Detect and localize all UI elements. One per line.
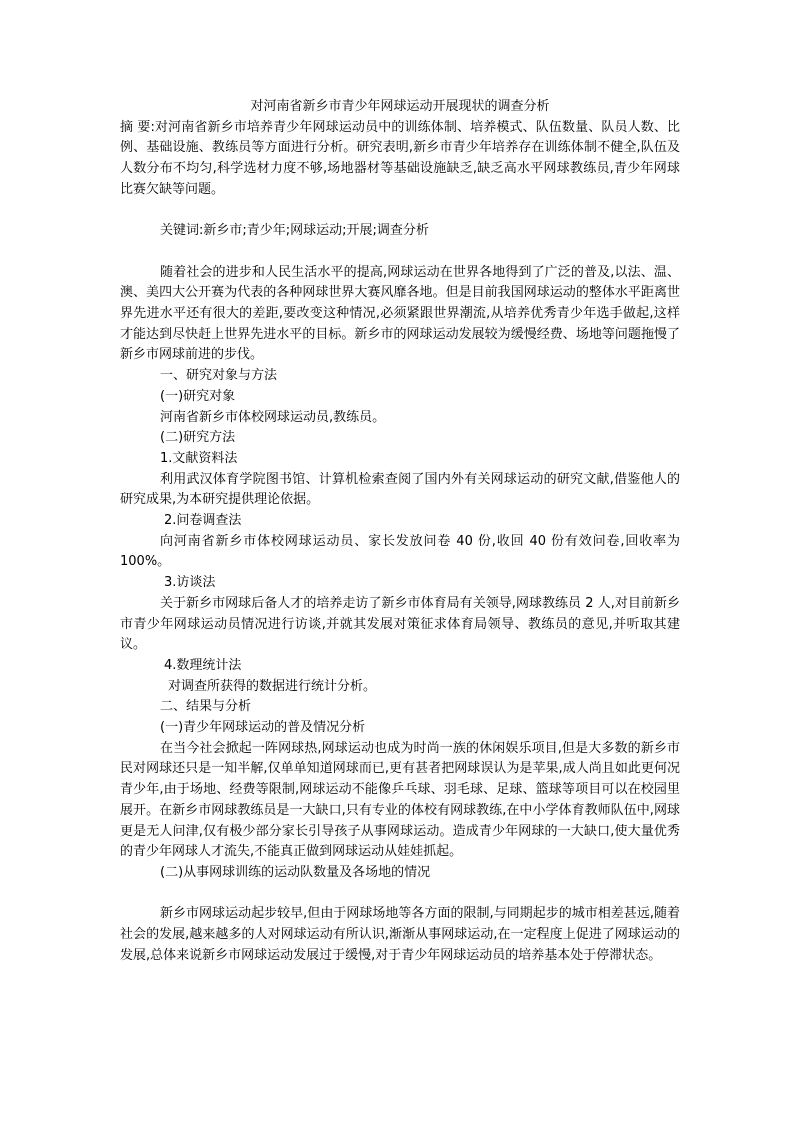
section-1-1-heading: (一)研究对象 [160, 388, 236, 404]
section-1-1-text: 河南省新乡市体校网球运动员,教练员。 [160, 409, 386, 425]
method-1-text: 利用武汉体育学院图书馆、计算机检索查阅了国内外有关网球运动的研究文献,借鉴他人的研究成果,为本研究提供理论依据。 [120, 471, 680, 508]
section-2-2-heading: (二)从事网球训练的运动队数量及各场地的情况 [160, 864, 431, 880]
abstract: 摘 要:对河南省新乡市培养青少年网球运动员中的训练体制、培养模式、队伍数量、队员人数、比例、基础设施、教练员等方面进行分析。研究表明,新乡市青少年培养存在训练体制不健全,队伍及人数分布不均匀,科学选材力度不够,场地器材等基础设施缺乏,缺乏高水平网球教练员,青少年网球比赛欠缺等问题。 [120, 119, 680, 197]
section-2-1-heading: (一)青少年网球运动的普及情况分析 [160, 720, 366, 736]
section-2-heading: 二、结果与分析 [160, 699, 252, 715]
method-1-heading: 1.文献资料法 [160, 450, 238, 466]
method-3-heading: 3.访谈法 [164, 575, 216, 591]
method-2-text: 向河南省新乡市体校网球运动员、家长发放问卷 40 份,收回 40 份有效问卷,回收率为 100%。 [120, 533, 680, 570]
method-3-text: 关于新乡市网球后备人才的培养走访了新乡市体育局有关领导,网球教练员 2 人,对目前新乡市青少年网球运动员情况进行访谈,并就其发展对策征求体育局领导、教练员的意见,并听取其建议。 [120, 595, 680, 653]
method-4-heading: 4.数理统计法 [164, 657, 242, 673]
section-1-heading: 一、研究对象与方法 [160, 368, 278, 384]
section-1-2-heading: (二)研究方法 [160, 430, 236, 446]
document-page [120, 97, 680, 966]
section-2-2-text: 新乡市网球运动起步较早,但由于网球场地等各方面的限制,与同期起步的城市相差甚远,随着社会的发展,越来越多的人对网球运动有所认识,渐渐从事网球运动,在一定程度上促进了网球运动的发展,总体来说新乡市网球运动发展过于缓慢,对于青少年网球运动员的培养基本处于停滞状态。 [120, 906, 680, 963]
spacer [120, 201, 680, 222]
intro-paragraph: 随着社会的进步和人民生活水平的提高,网球运动在世界各地得到了广泛的普及,以法、温、澳、美四大公开赛为代表的各种网球世界大赛风靡各地。但是目前我国网球运动的整体水平距离世界先进水平还有很大的差距,要改变这种情况,必须紧跟世界潮流,从培养优秀青少年选手做起,这样才能达到尽快赶上世界先进水平的目标。新乡市的网球运动发展较为缓慢经费、场地等问题拖慢了新乡市网球前进的步伐。 [120, 264, 680, 363]
keywords: 关键词:新乡市;青少年;网球运动;开展;调查分析 [160, 223, 429, 239]
section-2-1-text: 在当今社会掀起一阵网球热,网球运动也成为时尚一族的休闲娱乐项目,但是大多数的新乡市民对网球还只是一知半解,仅单单知道网球而已,更有甚者把网球误认为是苹果,成人尚且如此更何况青少年,由于场地、经费等限制,网球运动不能像乒乓球、羽毛球、足球、篮球等项目可以在校园里展开。在新乡市网球教练员是一大缺口,只有专业的体校有网球教练,在中小学体育教师队伍中,网球更是无人问津,仅有极少部分家长引导孩子从事网球运动。造成青少年网球的一大缺口,使大量优秀的青少年网球人才流失,不能真正做到网球运动从娃娃抓起。 [120, 740, 680, 860]
spacer [120, 242, 680, 263]
document-title: 对河南省新乡市青少年网球运动开展现状的调查分析 [250, 99, 550, 114]
method-2-heading: 2.问卷调查法 [164, 513, 242, 529]
spacer [120, 884, 680, 905]
method-4-text: 对调查所获得的数据进行统计分析。 [168, 678, 377, 694]
